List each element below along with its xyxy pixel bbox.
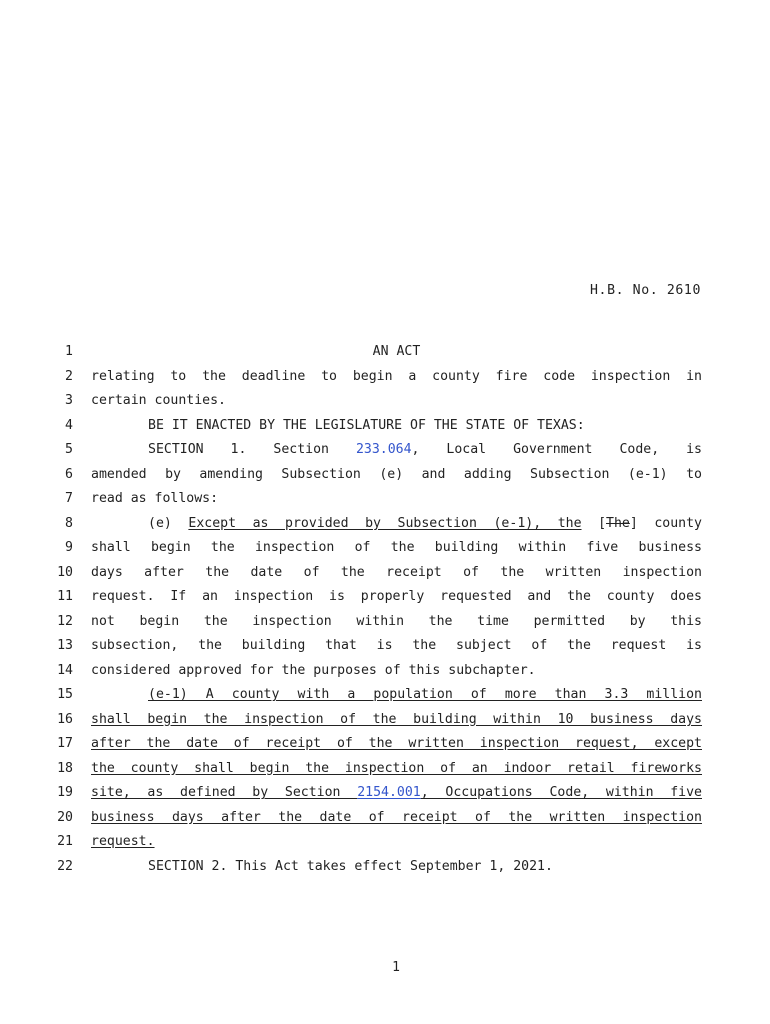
line-text — [91, 368, 702, 386]
line-text — [91, 539, 702, 557]
line-text — [91, 417, 702, 435]
line-number: 18 — [57, 760, 73, 776]
line-number: 15 — [57, 687, 73, 702]
line-text — [91, 711, 702, 729]
line-text — [91, 564, 702, 582]
text-segment: considered approved for the purposes of this subchapter. — [91, 662, 536, 678]
added-text: (e-1) A county with a population of more than 3.3 million — [148, 687, 702, 702]
line-number: 22 — [57, 858, 73, 874]
statute-link[interactable]: 2154.001 — [357, 785, 421, 800]
text-segment: SECTION 1. Section — [148, 442, 356, 457]
line-text — [91, 833, 702, 851]
page-number: 1 — [392, 960, 400, 975]
struck-text: The — [606, 515, 630, 531]
text-segment: , Local Government Code, is — [411, 442, 702, 457]
bill-line — [0, 858, 770, 883]
line-text — [91, 588, 702, 606]
bill-line — [0, 833, 770, 858]
added-text: request. — [91, 834, 155, 849]
line-text — [91, 809, 702, 827]
text-segment: read as follows: — [91, 491, 219, 506]
line-number: 6 — [65, 466, 73, 482]
line-number: 7 — [65, 491, 73, 506]
line-number: 8 — [65, 515, 73, 531]
line-text — [91, 441, 702, 459]
text-segment: request. If an inspection is properly requested and the county does — [91, 589, 702, 604]
added-text: business days after the date of receipt of the written inspection — [91, 809, 702, 825]
bill-text — [0, 343, 770, 882]
line-number: 9 — [65, 540, 73, 555]
text-segment: subsection, the building that is the subject of the request is — [91, 638, 702, 653]
bill-line — [0, 515, 770, 540]
added-text: site, as defined by Section — [91, 785, 358, 800]
line-number: 1 — [65, 344, 73, 359]
line-number: 2 — [65, 368, 73, 384]
text-segment: relating to the deadline to begin a county fire code inspection in — [91, 368, 702, 384]
line-number: 3 — [65, 393, 73, 408]
line-text — [91, 613, 702, 631]
line-text — [91, 466, 702, 484]
added-text: Except as provided by Subsection (e-1), the — [188, 515, 582, 531]
bill-line — [0, 711, 770, 736]
line-number: 19 — [57, 785, 73, 800]
line-number: 10 — [57, 564, 73, 580]
line-number: 17 — [57, 736, 73, 751]
bill-line — [0, 637, 770, 662]
bill-line — [0, 809, 770, 834]
added-text: , Occupations Code, within five — [420, 785, 702, 800]
line-number: 21 — [57, 834, 73, 849]
bill-line — [0, 368, 770, 393]
text-segment: BE IT ENACTED BY THE LEGISLATURE OF THE STATE OF TEXAS: — [148, 417, 585, 433]
text-segment: shall begin the inspection of the building within five business — [91, 540, 702, 555]
line-text — [91, 858, 702, 876]
bill-line — [0, 662, 770, 687]
line-number: 4 — [65, 417, 73, 433]
bill-line — [0, 686, 770, 711]
bill-line — [0, 392, 770, 417]
bill-line — [0, 539, 770, 564]
bill-line — [0, 343, 770, 368]
line-text — [91, 515, 702, 533]
line-number: 13 — [57, 638, 73, 653]
bill-number: H.B. No. 2610 — [589, 283, 701, 298]
text-segment: amended by amending Subsection (e) and adding Subsection (e-1) to — [91, 466, 702, 482]
bill-line — [0, 490, 770, 515]
line-text — [91, 490, 702, 508]
text-segment: days after the date of the receipt of the written inspection — [91, 564, 702, 580]
bill-line — [0, 760, 770, 785]
bill-line — [0, 613, 770, 638]
text-segment: SECTION 2. This Act takes effect September 1, 2021. — [148, 858, 553, 874]
statute-link[interactable]: 233.064 — [355, 442, 412, 457]
line-number: 16 — [57, 711, 73, 727]
line-number: 12 — [57, 613, 73, 629]
text-segment: certain counties. — [91, 393, 226, 408]
text-segment: [ — [581, 515, 607, 531]
bill-line — [0, 441, 770, 466]
bill-line — [0, 564, 770, 589]
bill-line — [0, 784, 770, 809]
line-number: 20 — [57, 809, 73, 825]
line-text — [91, 637, 702, 655]
added-text: after the date of receipt of the written inspection request, except — [91, 736, 702, 751]
line-text — [91, 343, 702, 361]
text-segment: (e) — [148, 515, 189, 531]
added-text: shall begin the inspection of the building within 10 business days — [91, 711, 702, 727]
bill-line — [0, 466, 770, 491]
added-text: the county shall begin the inspection of an indoor retail fireworks — [91, 760, 702, 776]
text-segment: ] county — [629, 515, 702, 531]
line-number: 11 — [57, 589, 73, 604]
line-number: 5 — [65, 442, 73, 457]
line-text — [91, 392, 702, 410]
line-number: 14 — [57, 662, 73, 678]
line-text — [91, 735, 702, 753]
line-text — [91, 686, 702, 704]
line-text — [91, 784, 702, 802]
line-text — [91, 662, 702, 680]
text-segment: AN ACT — [372, 344, 421, 359]
line-text — [91, 760, 702, 778]
bill-line — [0, 417, 770, 442]
bill-line — [0, 735, 770, 760]
bill-line — [0, 588, 770, 613]
text-segment: not begin the inspection within the time permitted by this — [91, 613, 702, 629]
